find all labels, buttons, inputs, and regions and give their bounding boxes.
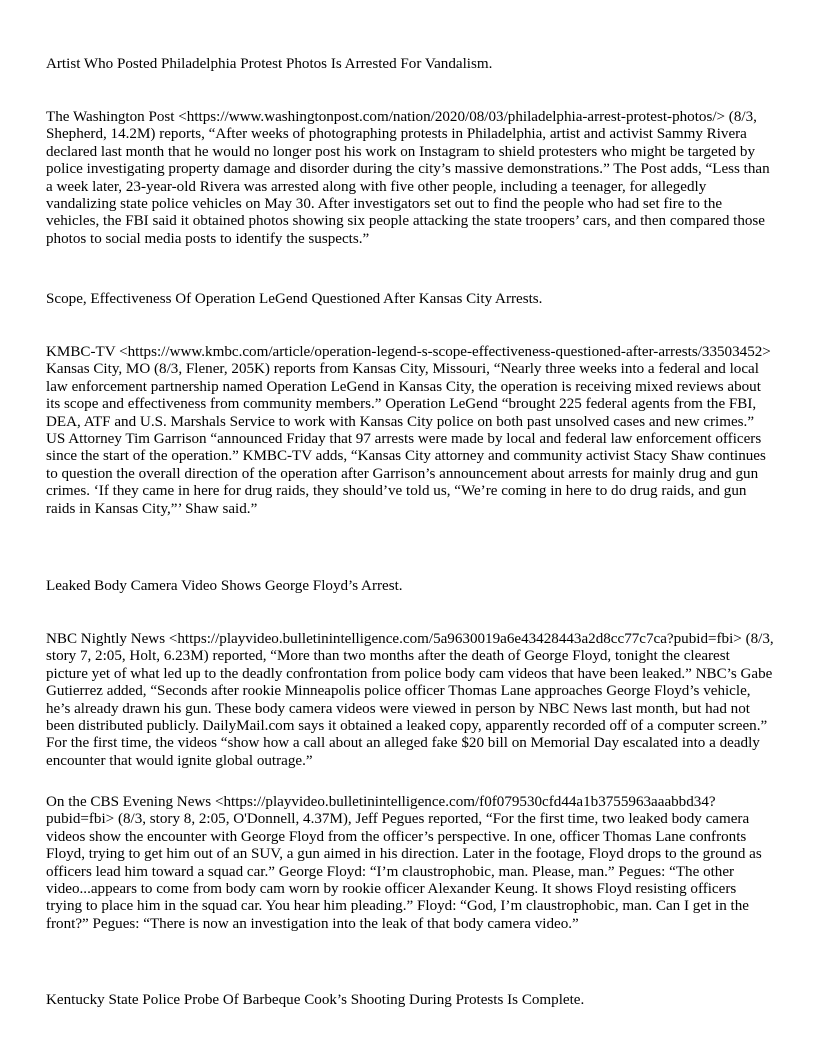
article-2-headline: Scope, Effectiveness Of Operation LeGend Questioned After Kansas City Arrests. [46, 291, 543, 307]
article-4-headline: Kentucky State Police Probe Of Barbeque Cook’s Shooting During Protests Is Complete. [46, 992, 585, 1008]
article-2-paragraph-1: KMBC-TV <https://www.kmbc.com/article/operation-legend-s-scope-effectiveness-questioned-after-arrests/33503452> Kansas City, MO (8/3, Flener, 205K) reports from Kansas City, Missouri, “Nearly three weeks into a federal and local law enforcement partnership named Operation LeGend in Kansas City, the operation is receiving mixed reviews about its scope and effectiveness from community members.” Operation LeGend “brought 225 federal agents from the FBI, DEA, ATF and U.S. Marshals Service to work with Kansas City police on both past unsolved cases and new crimes.” US Attorney Tim Garrison “announced Friday that 97 arrests were made by local and federal law enforcement officers since the start of the operation.” KMBC-TV adds, “Kansas City attorney and community activist Stacy Shaw continues to question the overall direction of the operation after Garrison’s announcement about arrests for mainly drug and gun crimes. ‘If they came in here for drug raids, they should’ve told us, “We’re coming in here to do drug raids, and gun raids in Kansas City,”’ Shaw said.” [46, 344, 771, 517]
article-3-headline: Leaked Body Camera Video Shows George Floyd’s Arrest. [46, 578, 403, 594]
article-1-headline: Artist Who Posted Philadelphia Protest Photos Is Arrested For Vandalism. [46, 56, 493, 72]
article-3-paragraph-1: NBC Nightly News <https://playvideo.bulletinintelligence.com/5a9630019a6e43428443a2d8cc77c7ca?pubid=fbi> (8/3, story 7, 2:05, Holt, 6.23M) reported, “More than two months after the death of George Floyd, tonight the clearest picture yet of what led up to the deadly confrontation from police body cam videos that have been leaked.” NBC’s Gabe Gutierrez added, “Seconds after rookie Minneapolis police officer Thomas Lane approaches George Floyd’s vehicle, he’s already drawn his gun. These body camera videos were viewed in person by NBC News last month, but had not been distributed publicly. DailyMail.com says it obtained a leaked copy, apparently recorded off of a computer screen.” For the first time, the videos “show how a call about an alleged fake $20 bill on Memorial Day escalated into a deadly encounter that would ignite global outrage.” [46, 631, 774, 769]
article-1-paragraph-1: The Washington Post <https://www.washingtonpost.com/nation/2020/08/03/philadelphia-arrest-protest-photos/> (8/3, Shepherd, 14.2M) reports, “After weeks of photographing protests in Philadelphia, artist and activist Sammy Rivera declared last month that he would no longer post his work on Instagram to shield protesters who might be targeted by police investigating property damage and disorder during the city’s massive demonstrations.” The Post adds, “Less than a week later, 23-year-old Rivera was arrested along with five other people, including a teenager, for allegedly vandalizing state police vehicles on May 30. After investigators set out to find the people who had set fire to the vehicles, the FBI said it obtained photos showing six people attacking the state troopers’ cars, and then compared those photos to social media posts to identify the suspects.” [46, 109, 770, 247]
article-3-paragraph-2: On the CBS Evening News <https://playvideo.bulletinintelligence.com/f0f079530cfd44a1b3755963aaabbd34?pubid=fbi> (8/3, story 8, 2:05, O'Donnell, 4.37M), Jeff Pegues reported, “For the first time, two leaked body camera videos show the encounter with George Floyd from the officer’s perspective. In one, officer Thomas Lane confronts Floyd, trying to get him out of an SUV, a gun aimed in his direction. Later in the footage, Floyd drops to the ground as officers lead him toward a squad car.” George Floyd: “I’m claustrophobic, man. Please, man.” Pegues: “The other video...appears to come from body cam worn by rookie officer Alexander Keung. It shows Floyd resisting officers trying to place him in the squad car. You hear him pleading.” Floyd: “God, I’m claustrophobic, man. Can I get in the front?” Pegues: “There is now an investigation into the leak of that body camera video.” [46, 794, 762, 932]
